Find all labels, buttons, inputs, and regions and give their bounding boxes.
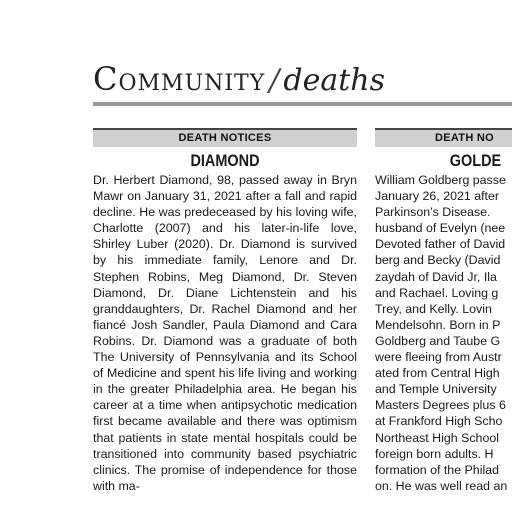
- obituary-line: foreign born adults. H: [375, 446, 494, 461]
- obituary-text-2: [375, 172, 512, 494]
- masthead-rule: [93, 102, 512, 106]
- deceased-name-2: GOLDE: [449, 151, 502, 170]
- obituary-line: Goldberg and Taube G: [375, 333, 501, 348]
- section-masthead: [93, 60, 512, 100]
- obituary-line: Mendelsohn. Born in P: [375, 317, 501, 332]
- obituary-line: William Goldberg passe: [375, 173, 506, 187]
- obituary-line: Devoted father of David: [375, 237, 506, 252]
- obituary-line: Parkinson’s Disease.: [375, 205, 491, 220]
- obituary-line: and Rachael. Loving g: [375, 285, 499, 300]
- obituary-line: at Frankford High Scho: [375, 414, 503, 429]
- obituary-line: Northeast High School: [375, 430, 499, 445]
- obituary-line: and Temple University: [375, 382, 497, 397]
- obituary-line: January 26, 2021 after: [375, 189, 499, 204]
- obituary-line: Masters Degrees plus 6: [375, 398, 506, 413]
- subsection-title: deaths: [283, 63, 385, 98]
- death-notices-header: DEATH NOTICES: [93, 128, 357, 147]
- obituary-line: were fleeing from Austr: [375, 350, 502, 365]
- death-notices-header-2: DEATH NO: [375, 128, 512, 147]
- title-separator: /: [269, 63, 280, 98]
- obituary-line: ated from Central High: [375, 366, 500, 381]
- obituary-line: husband of Evelyn (nee: [375, 221, 506, 236]
- death-notice-column-2: [375, 128, 512, 494]
- obituary-text: Dr. Herbert Diamond, 98, passed away in Bryn Mawr on January 31, 2021 after a fall and rapid decline. He was predeceased by his loving wife, Charlotte (2007) and his later-in-life love, Shirley Luber (2020). Dr. Diamond is survived by his immediate family, Lenore and Dr. Stephen Robins, Meg Diamond, Dr. Steven Diamond, Dr. Diane Lichtenstein and his granddaughters, Dr. Rachel Diamond and her fiancé Josh Sandler, Paula Diamond and Cara Robins. Dr. Diamond was a graduate of both The University of Pennsylvania and its School of Medicine and spent his life living and working in the greater Philadelphia area. He began his career at a time when antipsychotic medication first became available and there was optimism that patients in state mental hospitals could be transitioned into community based psychiatric clinics. The promise of independence for those with ma-: [93, 173, 357, 493]
- obituary-line: zaydah of David Jr, Ila: [375, 269, 497, 284]
- deceased-name: DIAMOND: [190, 151, 260, 170]
- obituary-line: berg and Becky (David: [375, 253, 501, 268]
- death-notice-column-1: [93, 128, 357, 494]
- obituary-line: Trey, and Kelly. Lovin: [375, 301, 492, 316]
- obituary-line: on. He was well read an: [375, 478, 508, 493]
- obituary-line: formation of the Philad: [375, 462, 499, 477]
- section-title: Community: [93, 60, 266, 98]
